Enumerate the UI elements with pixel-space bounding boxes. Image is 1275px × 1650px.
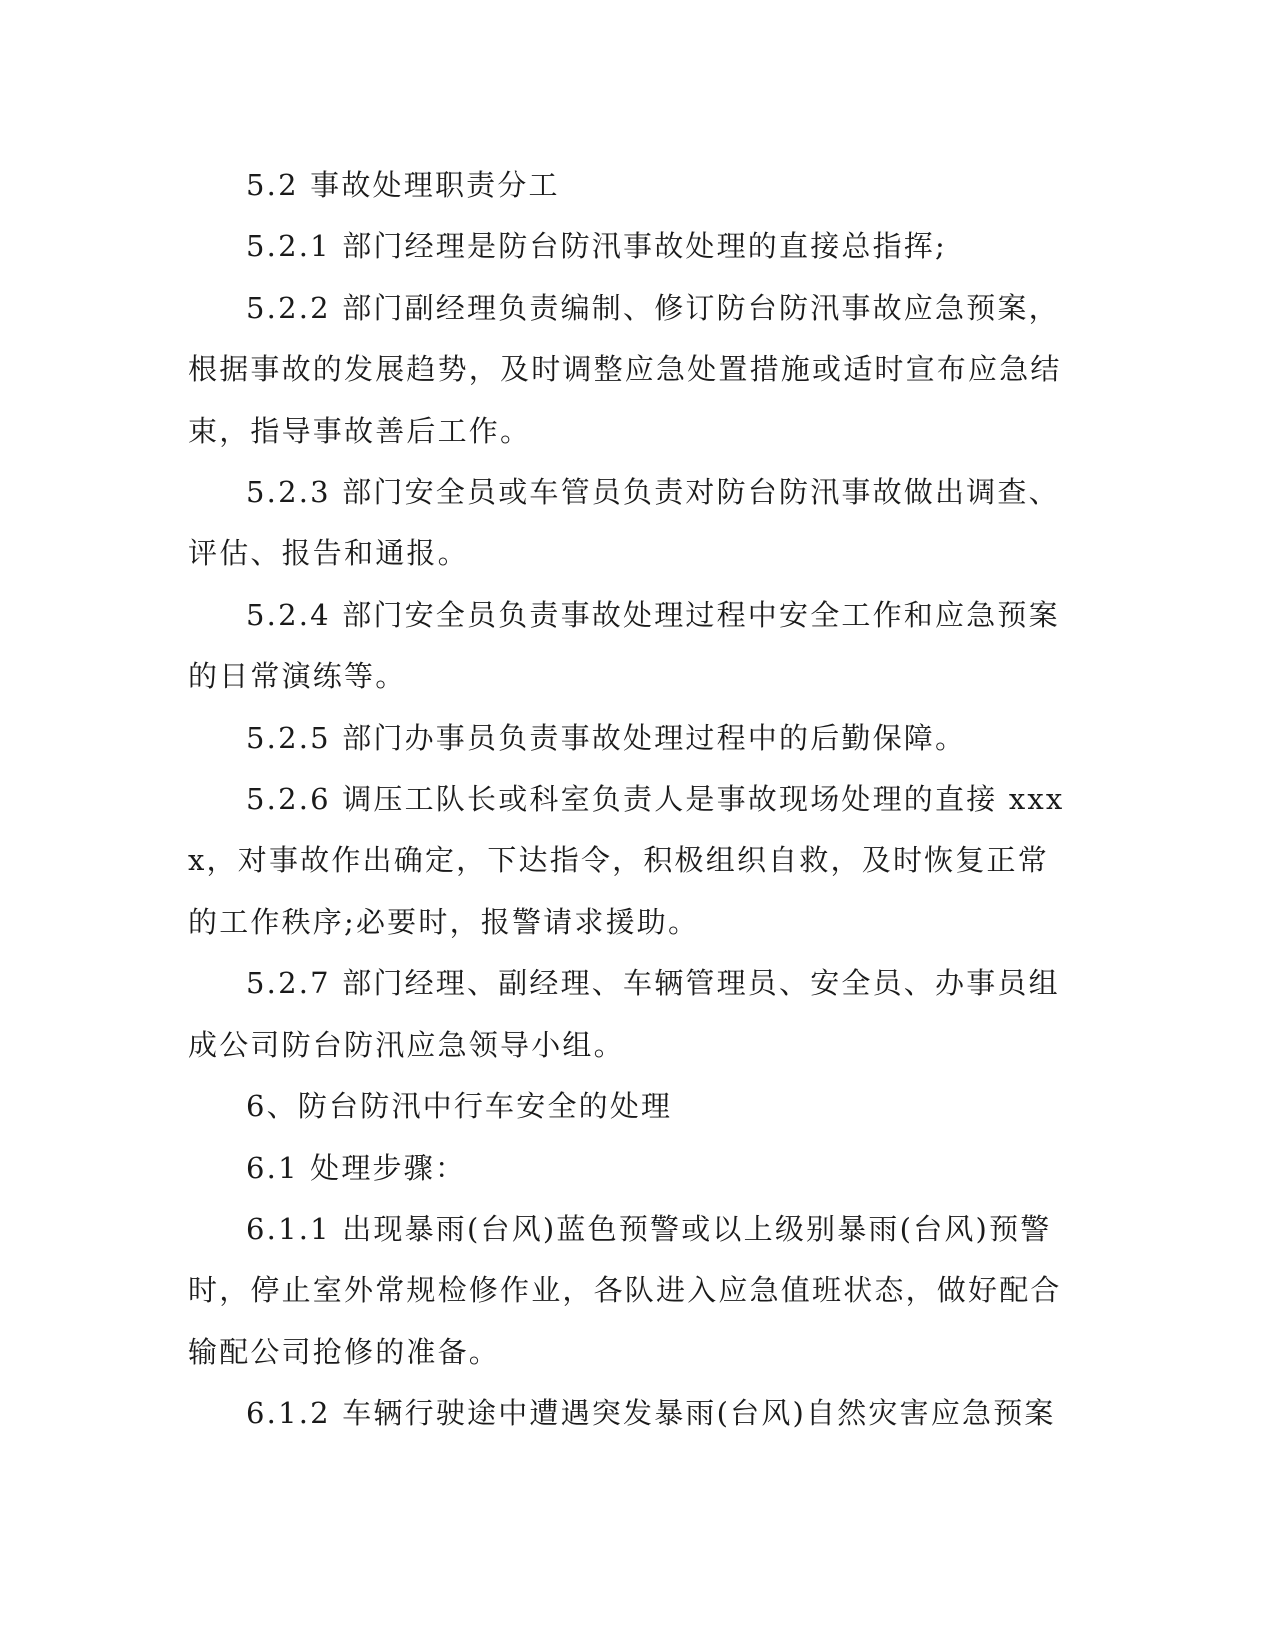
section-heading-6-1: 6.1 处理步骤： <box>246 1150 467 1185</box>
paragraph-5-2-2: 5.2.2 部门副经理负责编制、修订防台防汛事故应急预案，根据事故的发展趋势，及时调整应急处置措施或适时宣布应急结束，指导事故善后工作。 <box>188 290 1062 448</box>
paragraph-5-2-4: 5.2.4 部门安全员负责事故处理过程中安全工作和应急预案的日常演练等。 <box>188 597 1060 694</box>
paragraph-6-1-2: 6.1.2 车辆行驶途中遭遇突发暴雨(台风)自然灾害应急预案 <box>246 1396 1056 1431</box>
paragraph-5-2-6: 5.2.6 调压工队长或科室负责人是事故现场处理的直接 xxxx，对事故作出确定，下达指令，积极组织自救，及时恢复正常的工作秩序;必要时，报警请求援助。 <box>188 782 1065 939</box>
paragraph-5-2-3: 5.2.3 部门安全员或车管员负责对防台防汛事故做出调查、评估、报告和通报。 <box>188 475 1060 571</box>
paragraph-6-1-1: 6.1.1 出现暴雨(台风)蓝色预警或以上级别暴雨(台风)预警时，停止室外常规检修作业，各队进入应急值班状态，做好配合输配公司抢修的准备。 <box>188 1211 1062 1369</box>
section-heading-6: 6、防台防汛中行车安全的处理 <box>246 1089 673 1124</box>
section-heading-5-2: 5.2 事故处理职责分工 <box>246 168 560 202</box>
paragraph-5-2-5: 5.2.5 部门办事员负责事故处理过程中的后勤保障。 <box>246 720 967 755</box>
paragraph-5-2-1: 5.2.1 部门经理是防台防汛事故处理的直接总指挥; <box>246 229 947 264</box>
document-body <box>188 155 1078 1445</box>
paragraph-5-2-7: 5.2.7 部门经理、副经理、车辆管理员、安全员、办事员组成公司防台防汛应急领导小组。 <box>188 966 1060 1062</box>
